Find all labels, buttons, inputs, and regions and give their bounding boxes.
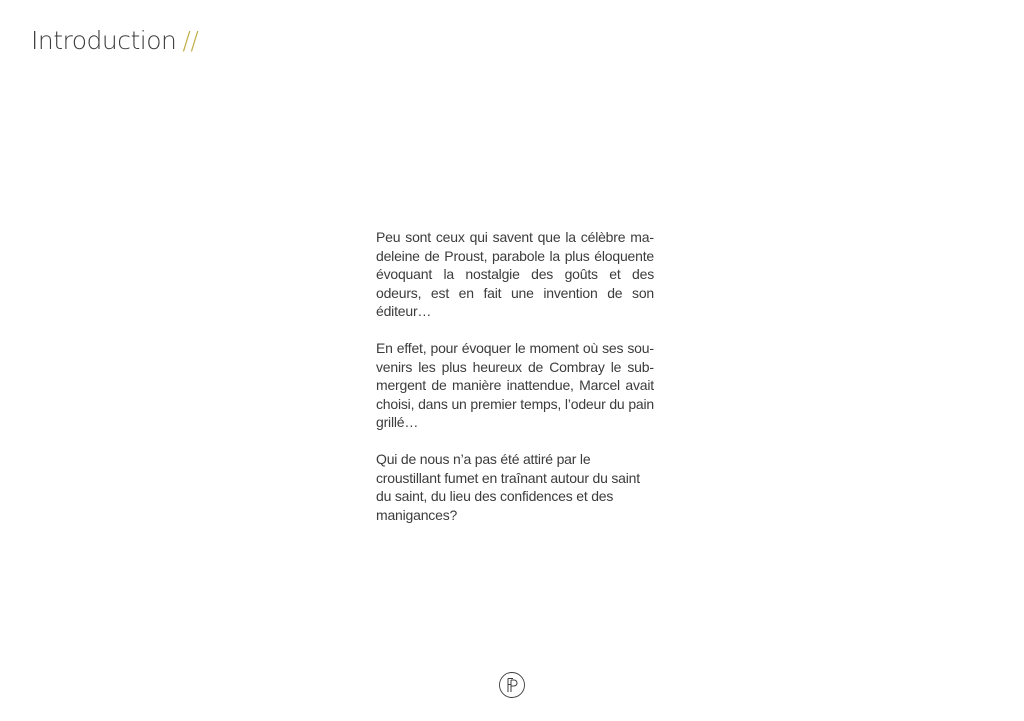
intro-text-block bbox=[376, 228, 654, 543]
intro-paragraph-3: Qui de nous n’a pas été attiré par le croustillant fumet en traînant autour du saint du saint, du lieu des confidences et des manigances? bbox=[376, 451, 640, 523]
monogram-fp-logo-icon bbox=[498, 671, 526, 699]
intro-paragraph-1: Peu sont ceux qui savent que la célèbre madeleine de Proust, parabole la plus éloquente évoquant la nostalgie des goûts et des odeurs, est en fait une invention de son éditeur… bbox=[376, 229, 654, 319]
page-title bbox=[31, 24, 198, 58]
intro-paragraph-2: En effet, pour évoquer le moment où ses souvenirs les plus heureux de Combray le submergent de manière inattendue, Marcel avait choisi, dans un premier temps, l’odeur du pain grillé… bbox=[376, 340, 654, 430]
title-separator: // bbox=[182, 26, 199, 55]
page-title-text: Introduction bbox=[31, 26, 177, 55]
